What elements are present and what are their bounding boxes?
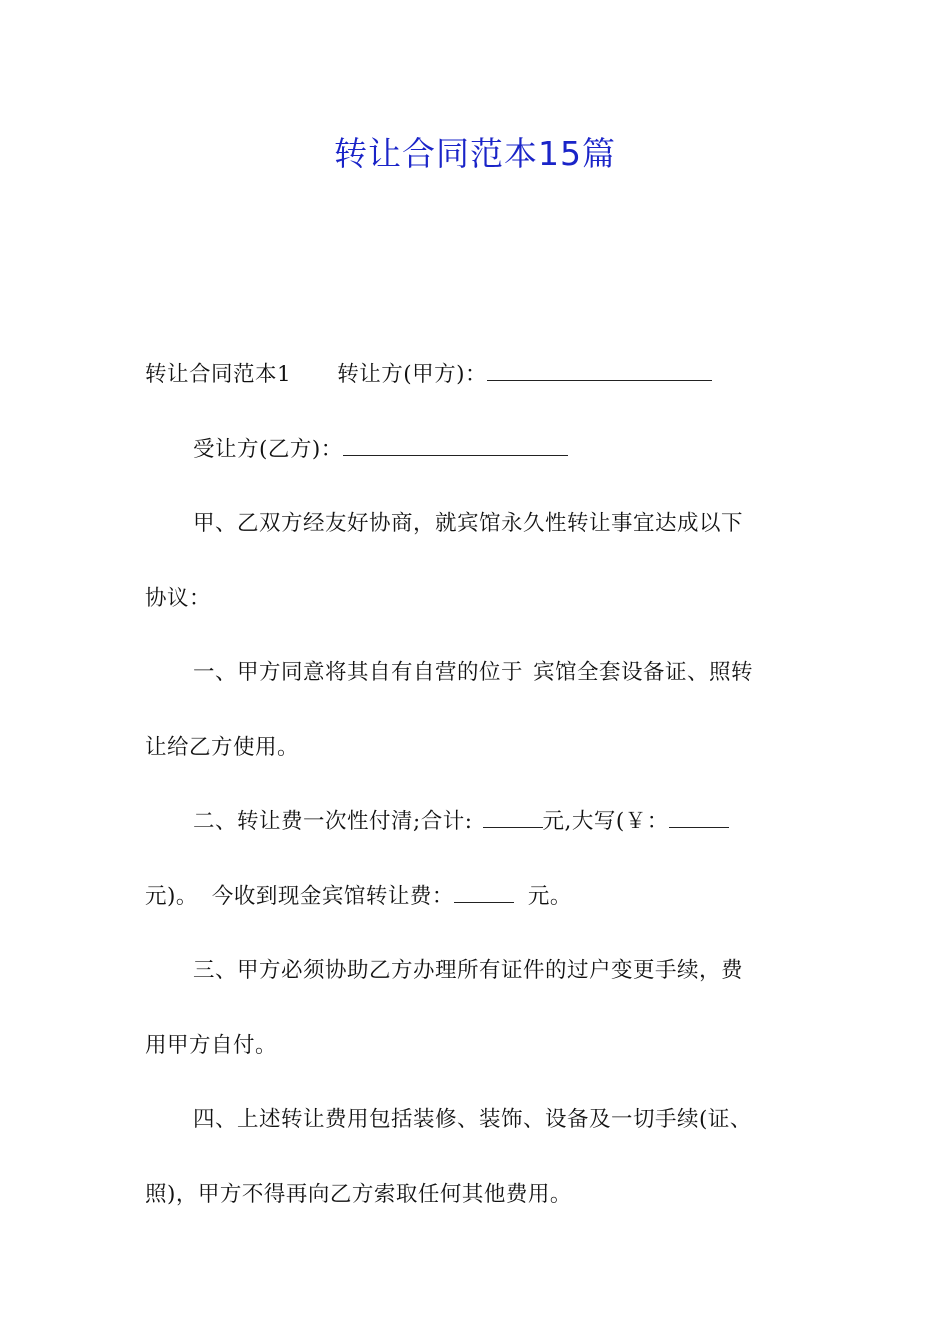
- clause-2-line-1: [145, 785, 810, 860]
- clause-1-line-2: 让给乙方使用。: [145, 734, 300, 760]
- paragraph-heading-line: [145, 338, 810, 413]
- clause-2-text-a: 二、转让费一次性付清;合计:: [193, 809, 473, 834]
- transferor-blank: [487, 362, 712, 381]
- total-amount-blank: [483, 809, 543, 828]
- clause-4-line-1: 四、上述转让费用包括装修、装饰、设备及一切手续(证、: [193, 1107, 752, 1132]
- transferee-blank: [343, 437, 568, 456]
- document-title: 转让合同范本15篇: [334, 134, 616, 173]
- clause-1-line-1: [145, 636, 810, 711]
- transferee-label: 受让方(乙方)：: [193, 436, 343, 462]
- clause-2-text-b: 元,大写(￥：: [542, 809, 669, 834]
- clause-1-text-a: 一、甲方同意将其自有自营的位于: [193, 660, 524, 685]
- document-body: [145, 338, 810, 1232]
- clause-2-line-2: [145, 860, 810, 935]
- intro-line-1: 甲、乙双方经友好协商，就宾馆永久性转让事宜达成以下: [193, 511, 744, 536]
- clause-4-line-2: 照)，甲方不得再向乙方索取任何其他费用。: [145, 1181, 572, 1207]
- amount-in-words-blank: [669, 809, 729, 828]
- clause-3-line-2: 用甲方自付。: [145, 1032, 278, 1058]
- clause-2-text-e: 元。: [527, 883, 572, 909]
- intro-line-2: 协议：: [145, 585, 212, 611]
- clause-1-text-b: 宾馆全套设备证、照转: [533, 660, 754, 685]
- transferor-label: 转让方(甲方)：: [337, 362, 487, 387]
- transferee-line: [145, 413, 810, 488]
- clause-2-text-d: 今收到现金宾馆转让费：: [211, 883, 454, 909]
- contract-heading: 转让合同范本1: [145, 362, 292, 387]
- clause-2-text-c: 元)。: [145, 883, 198, 909]
- clause-3-line-1: 三、甲方必须协助乙方办理所有证件的过户变更手续，费: [193, 958, 744, 983]
- cash-received-blank: [454, 884, 514, 903]
